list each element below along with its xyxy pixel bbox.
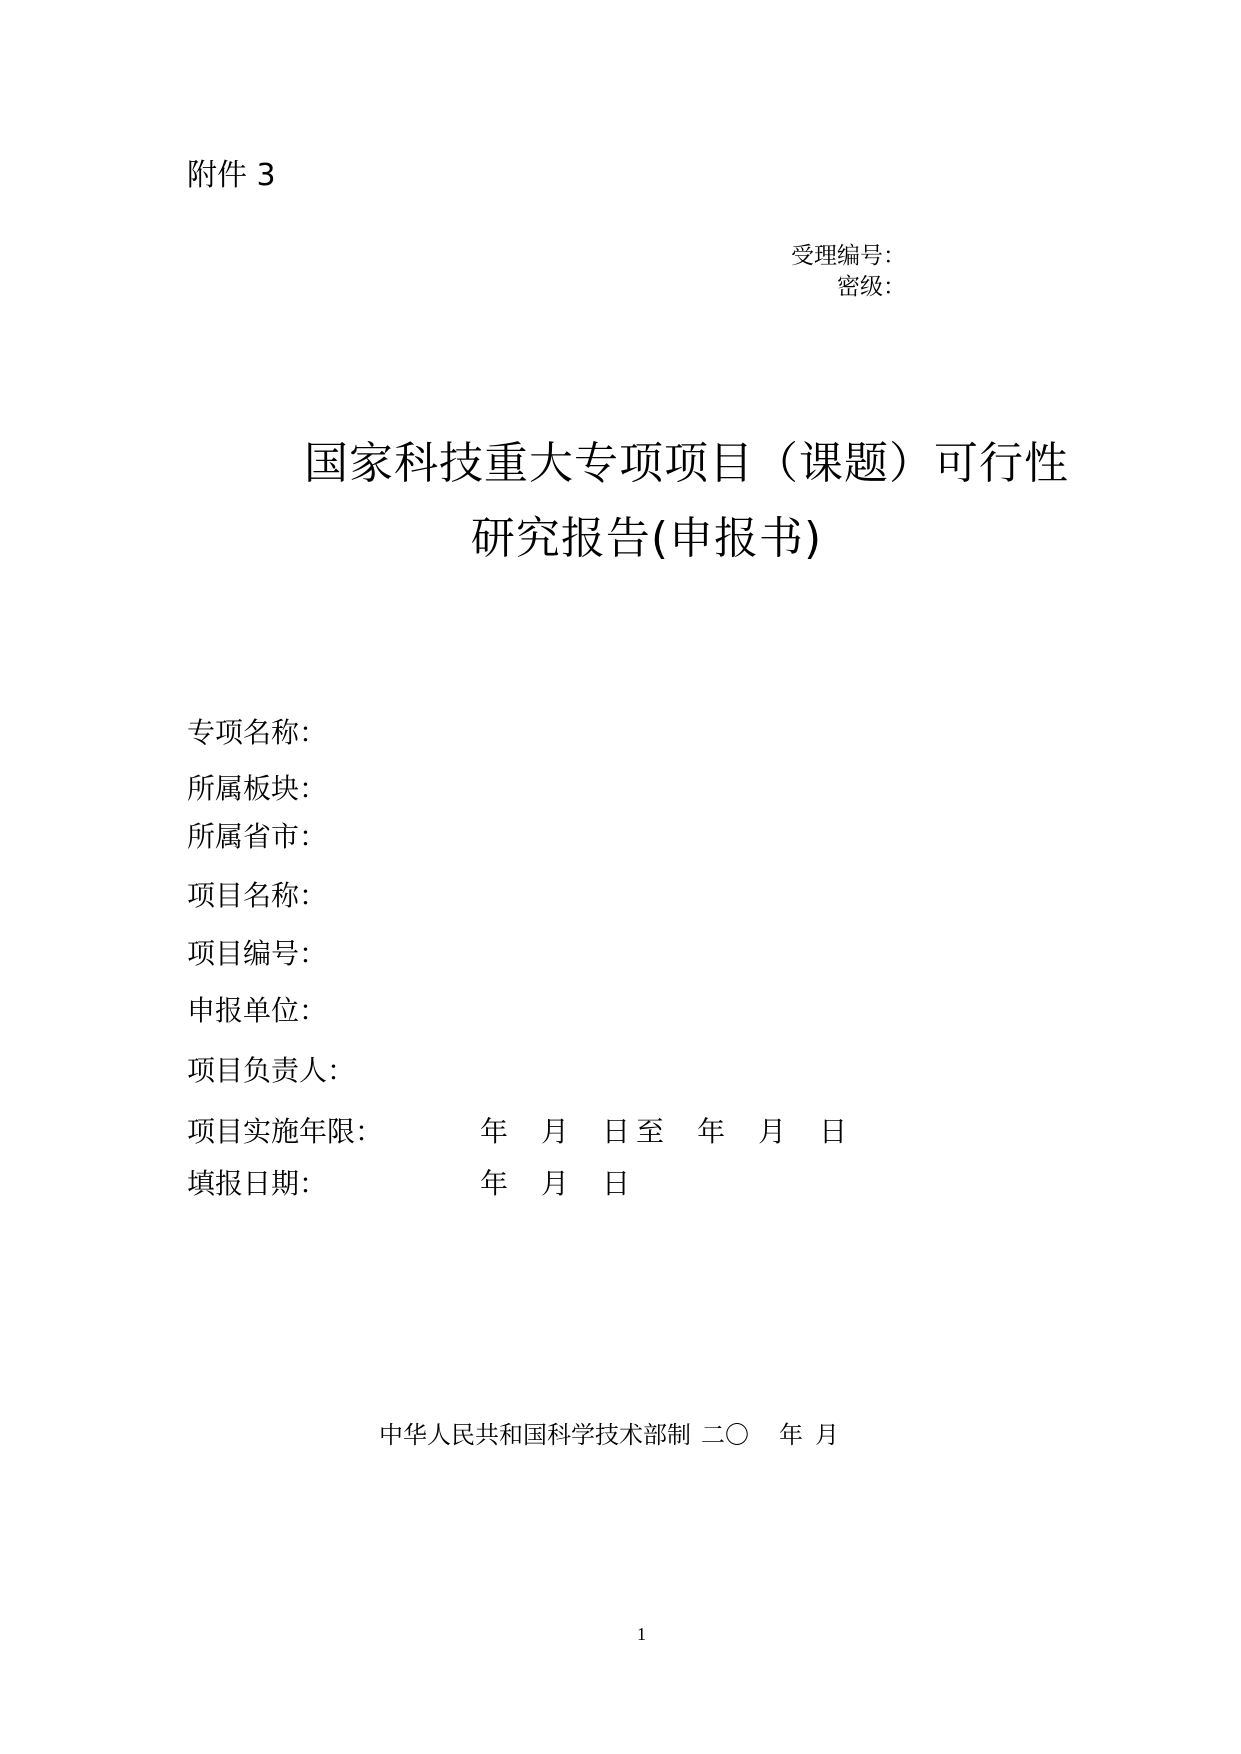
field-project-number: 项目编号： <box>187 937 328 970</box>
field-fill-date: 填报日期： <box>187 1167 328 1200</box>
document-title-line-1: 国家科技重大专项项目（课题）可行性 <box>304 438 1069 489</box>
acceptance-number-label: 受理编号： <box>791 243 906 269</box>
field-project-leader: 项目负责人： <box>187 1054 356 1087</box>
footer-date-prefix: 二〇 <box>701 1421 749 1449</box>
fill-month: 月 <box>541 1167 570 1200</box>
period-year-2: 年 <box>697 1115 726 1148</box>
field-sector: 所属板块： <box>187 772 328 805</box>
field-implementation-period: 项目实施年限： <box>187 1115 384 1148</box>
footer-year: 年 <box>779 1421 803 1449</box>
fill-date-values <box>480 1162 630 1202</box>
attachment-label: 附件 3 <box>187 158 276 193</box>
document-title-line-2: 研究报告(申报书) <box>470 513 823 564</box>
field-applicant-unit: 申报单位： <box>187 994 328 1027</box>
implementation-period-dates <box>480 1110 847 1150</box>
issuer-name: 中华人民共和国科学技术部制 <box>379 1421 691 1449</box>
field-province: 所属省市： <box>187 820 328 853</box>
security-level-label: 密级： <box>837 274 906 300</box>
fill-day: 日 <box>602 1167 631 1200</box>
period-day-2: 日 <box>819 1115 848 1148</box>
footer-month: 月 <box>815 1421 839 1449</box>
footer-issuer <box>379 1415 839 1450</box>
fill-year: 年 <box>480 1167 509 1200</box>
field-special-project-name: 专项名称： <box>187 716 328 749</box>
period-day: 日 <box>602 1115 631 1148</box>
period-month-2: 月 <box>758 1115 787 1148</box>
period-year: 年 <box>480 1115 509 1148</box>
period-to: 至 <box>636 1115 665 1148</box>
page-number: 1 <box>637 1624 646 1644</box>
field-project-name: 项目名称： <box>187 879 328 912</box>
period-month: 月 <box>541 1115 570 1148</box>
